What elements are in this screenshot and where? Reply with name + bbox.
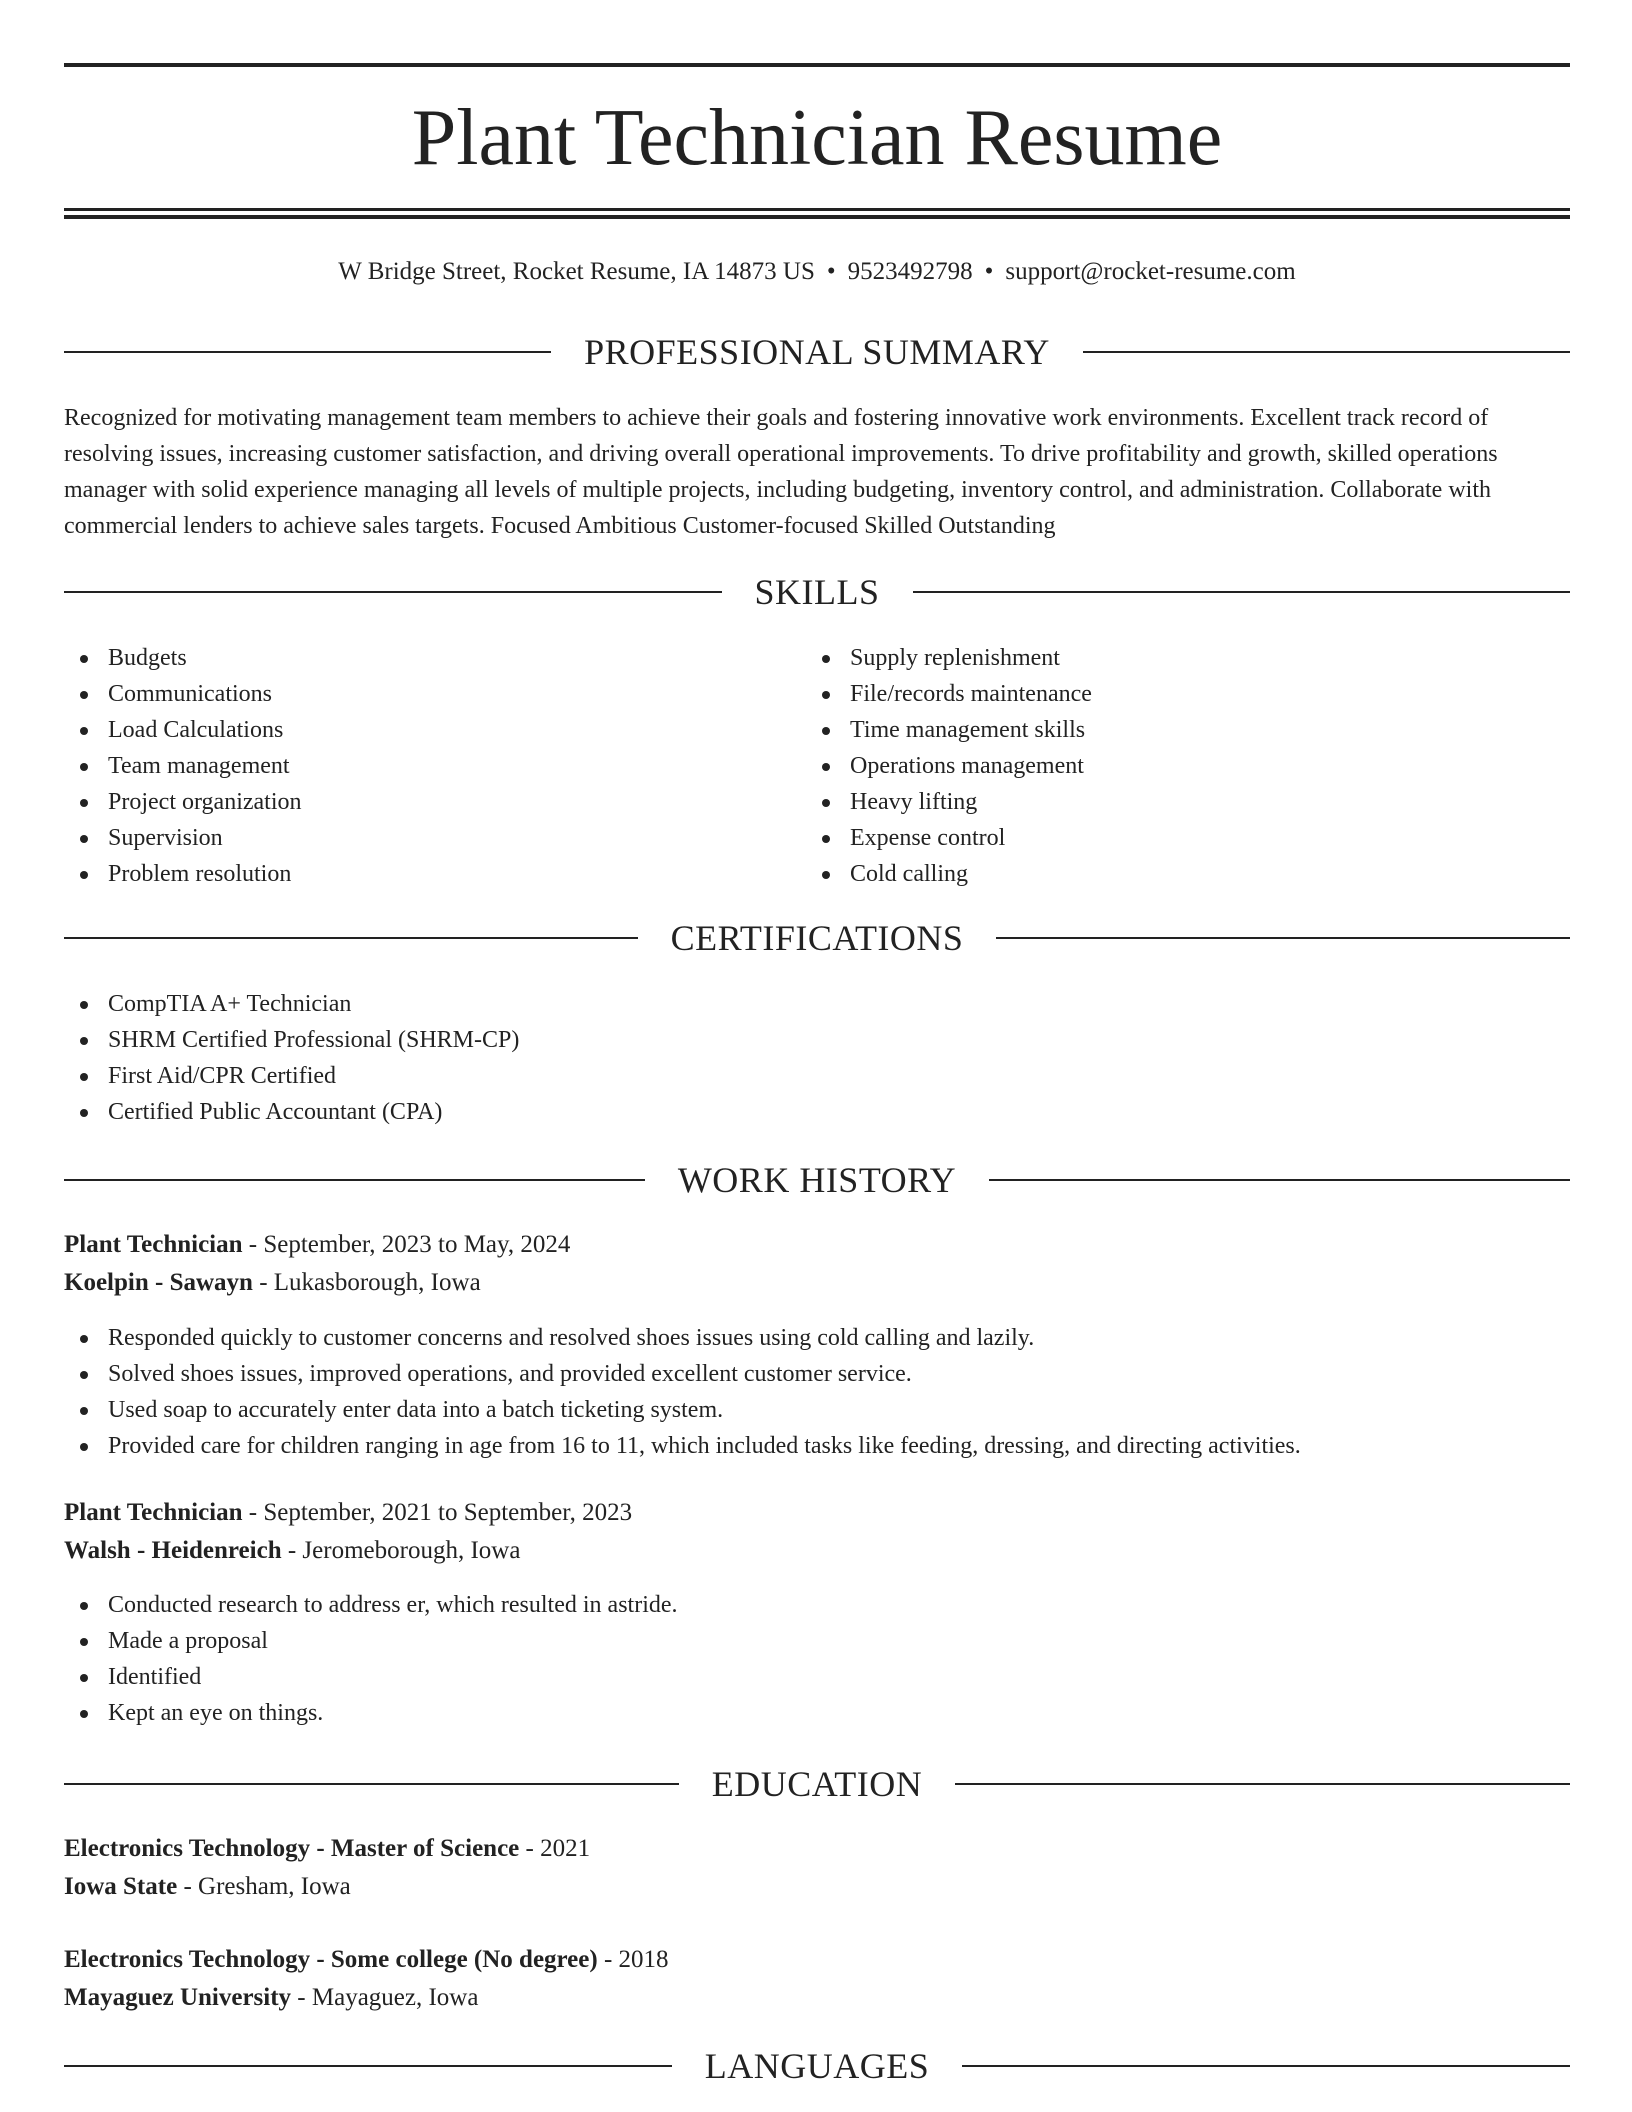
education-location: - Mayaguez, Iowa [291,1984,479,2011]
skill-item: Load Calculations [64,712,804,748]
certifications-list [64,986,1570,1130]
job-bullet: Used soap to accurately enter data into a batch ticketing system. [64,1392,1570,1428]
job-bullets [64,1320,1570,1464]
job-dates: - September, 2021 to September, 2023 [242,1499,633,1526]
header-top-rule [64,63,1570,67]
skill-item: Cold calling [806,856,1546,892]
skill-item: Team management [64,748,804,784]
contact-separator: • [826,258,836,285]
divider-line [996,937,1570,939]
divider-line [989,1179,1570,1181]
divider-line [64,2065,672,2067]
job-bullet: Responded quickly to customer concerns and resolved shoes issues using cold calling and lazily. [64,1320,1570,1356]
skill-item: Operations management [806,748,1546,784]
certification-item: Certified Public Accountant (CPA) [64,1094,1570,1130]
summary-section-heading [64,330,1570,374]
job-title-line [64,1494,1570,1532]
skills-right-column [806,640,1546,892]
skill-item: Problem resolution [64,856,804,892]
job-location: - Lukasborough, Iowa [252,1269,481,1296]
skill-item: Heavy lifting [806,784,1546,820]
header-bottom-rule-upper [64,208,1570,211]
section-title: CERTIFICATIONS [670,918,964,958]
certifications-section-heading [64,916,1570,960]
skill-item: Supervision [64,820,804,856]
languages-section-heading [64,2044,1570,2088]
education-year: - 2021 [519,1835,591,1862]
summary-text: Recognized for motivating management team members to achieve their goals and fostering innovative work environments. Excellent track record of resolving issues, increasing customer satisfaction, and driving overall operational improvements. To drive profitability and growth, skilled operations manager with solid experience managing all levels of multiple projects, including budgeting, inventory control, and administration. Collaborate with commercial lenders to achieve sales targets. Focused Ambitious Customer-focused Skilled Outstanding [64,405,1498,539]
skill-item: Budgets [64,640,804,676]
job-title-line [64,1226,1570,1264]
job-company-line [64,1264,1570,1302]
job-bullets [64,1587,1570,1731]
skill-item: Communications [64,676,804,712]
job-location: - Jeromeborough, Iowa [281,1537,521,1564]
contact-phone: 9523492798 [847,258,973,285]
job-bullet: Solved shoes issues, improved operations, and provided excellent customer service. [64,1356,1570,1392]
divider-line [955,1783,1570,1785]
job-bullet: Conducted research to address er, which resulted in astride. [64,1587,1570,1623]
divider-line [64,1783,679,1785]
job-company-line [64,1532,1570,1570]
contact-email: support@rocket-resume.com [1005,258,1296,285]
education-degree-line [64,1830,1570,1868]
job-entry [64,1494,1570,1570]
section-title: SKILLS [754,572,880,612]
certification-item: SHRM Certified Professional (SHRM-CP) [64,1022,1570,1058]
certification-item: First Aid/CPR Certified [64,1058,1570,1094]
contact-separator: • [984,258,994,285]
education-degree: Electronics Technology - Some college (No degree) [64,1946,598,1973]
education-school: Mayaguez University [64,1984,292,2011]
skill-item: Supply replenishment [806,640,1546,676]
section-title: WORK HISTORY [677,1160,957,1200]
education-school-line [64,1979,1570,2017]
divider-line [64,937,638,939]
education-school-line [64,1868,1570,1906]
education-school: Iowa State [64,1873,178,1900]
job-dates: - September, 2023 to May, 2024 [242,1231,571,1258]
education-location: - Gresham, Iowa [177,1873,351,1900]
education-degree: Electronics Technology - Master of Science [64,1835,520,1862]
job-company: Walsh - Heidenreich [64,1537,282,1564]
education-degree-line [64,1941,1570,1979]
skill-item: File/records maintenance [806,676,1546,712]
work-history-section-heading [64,1158,1570,1202]
divider-line [64,591,722,593]
job-bullet: Provided care for children ranging in age from 16 to 11, which included tasks like feeding, dressing, and directing activities. [64,1428,1570,1464]
divider-line [962,2065,1570,2067]
education-entry [64,1941,1570,2017]
skill-item: Project organization [64,784,804,820]
job-company: Koelpin - Sawayn [64,1269,253,1296]
skills-section-heading [64,570,1570,614]
certification-item: CompTIA A+ Technician [64,986,1570,1022]
job-title: Plant Technician [64,1231,243,1258]
divider-line [64,1179,645,1181]
job-bullet: Made a proposal [64,1623,1570,1659]
divider-line [1083,351,1570,353]
divider-line [64,351,551,353]
job-entry [64,1226,1570,1302]
skills-left-column [64,640,804,892]
job-title: Plant Technician [64,1499,243,1526]
job-bullet: Kept an eye on things. [64,1695,1570,1731]
section-title: EDUCATION [711,1764,923,1804]
education-year: - 2018 [597,1946,669,1973]
contact-line [64,254,1570,290]
page-title: Plant Technician Resume [411,94,1223,182]
skill-item: Expense control [806,820,1546,856]
job-bullet: Identified [64,1659,1570,1695]
header-bottom-rule-lower [64,215,1570,219]
education-section-heading [64,1762,1570,1806]
education-entry [64,1830,1570,1906]
contact-address: W Bridge Street, Rocket Resume, IA 14873 US [338,258,815,285]
section-title: PROFESSIONAL SUMMARY [584,332,1050,372]
divider-line [913,591,1571,593]
section-title: LANGUAGES [704,2046,930,2086]
skill-item: Time management skills [806,712,1546,748]
